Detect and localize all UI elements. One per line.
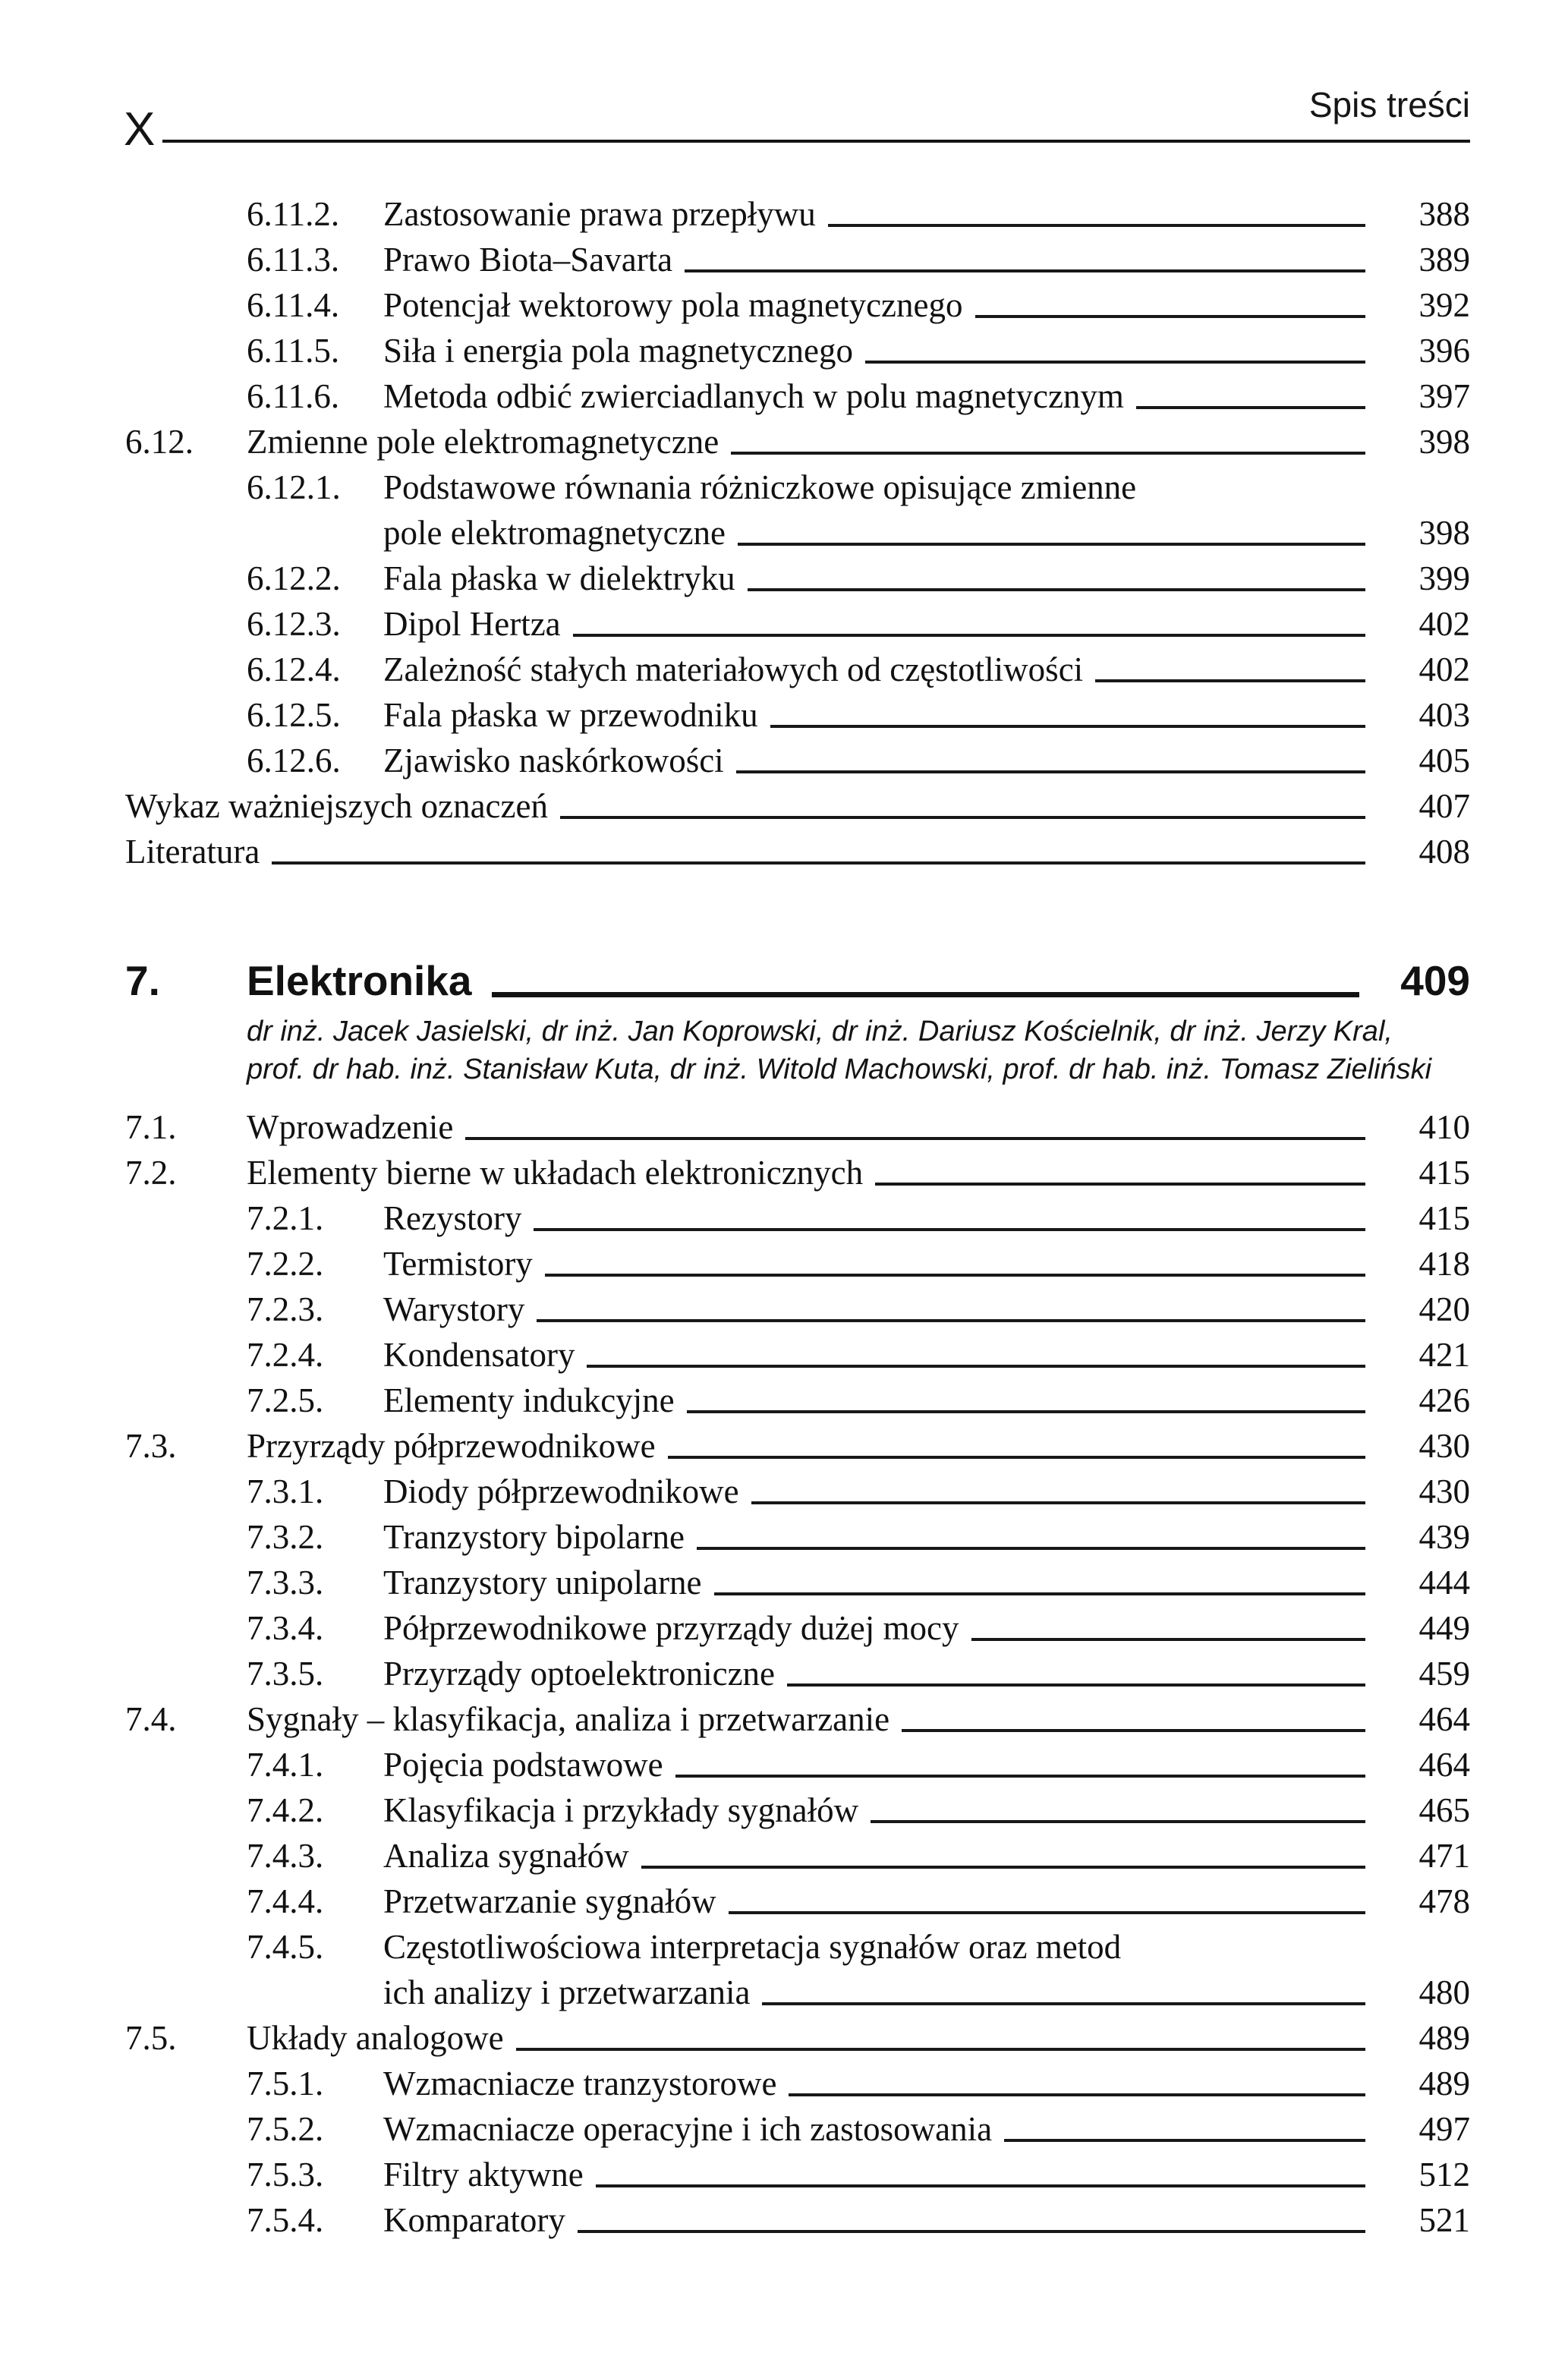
toc-row — [125, 2015, 1470, 2061]
toc-entry-title: Wzmacniacze operacyjne i ich zastosowania — [383, 2110, 993, 2148]
toc-row — [125, 2106, 1470, 2152]
toc-entry-number: 7.5. — [125, 2019, 177, 2057]
toc-leader-line — [865, 361, 1365, 364]
toc-row — [125, 1514, 1470, 1560]
header-rule — [162, 140, 1470, 143]
toc-leader-line — [697, 1547, 1365, 1550]
toc-entry-page: 426 — [1418, 1381, 1470, 1419]
toc-leader-line — [1136, 406, 1365, 409]
toc-row — [125, 829, 1470, 874]
toc-entry-page: 459 — [1418, 1655, 1470, 1693]
toc-entry-number: 7.4.1. — [247, 1746, 324, 1784]
toc-entry-page: 430 — [1418, 1472, 1470, 1510]
toc-entry-page: 415 — [1418, 1199, 1470, 1237]
toc-entry-page: 402 — [1418, 650, 1470, 688]
toc-row — [125, 237, 1470, 282]
toc-entry-title: Prawo Biota–Savarta — [383, 241, 673, 279]
toc-row — [125, 738, 1470, 783]
toc-entry-number: 6.11.4. — [247, 286, 340, 324]
toc-row — [125, 419, 1470, 465]
toc-leader-line — [1095, 679, 1365, 682]
toc-entry-number: 6.11.5. — [247, 332, 340, 370]
toc-entry-title: Fala płaska w przewodniku — [383, 696, 758, 734]
toc-entry-page: 465 — [1418, 1791, 1470, 1829]
toc-entry-title: Pojęcia podstawowe — [383, 1746, 663, 1784]
toc-entry-number: 6.11.2. — [247, 195, 340, 233]
toc-leader-line — [971, 1638, 1366, 1641]
toc-entry-page: 399 — [1418, 559, 1470, 597]
toc-entry-number: 7.5.1. — [247, 2065, 324, 2102]
toc-entry-number: 6.12.4. — [247, 650, 341, 688]
toc-leader-line — [731, 452, 1365, 455]
toc-row — [125, 647, 1470, 692]
toc-row — [125, 282, 1470, 328]
chapter-authors — [247, 1013, 1470, 1088]
toc-entry-title: Klasyfikacja i przykłady sygnałów — [383, 1791, 859, 1829]
toc-leader-line — [871, 1820, 1365, 1823]
toc-entry-page: 444 — [1418, 1564, 1470, 1602]
toc-entry-number: 7.4. — [125, 1700, 177, 1738]
toc-entry-title: Tranzystory bipolarne — [383, 1518, 685, 1556]
toc-entry-page: 398 — [1418, 423, 1470, 461]
toc-entry-title: Półprzewodnikowe przyrządy dużej mocy — [383, 1609, 959, 1647]
toc-entry-page: 478 — [1418, 1882, 1470, 1920]
toc-row — [125, 1332, 1470, 1378]
toc-entry-page: 471 — [1418, 1837, 1470, 1875]
toc-entry-title: Literatura — [125, 833, 260, 871]
toc-leader-line — [751, 1501, 1365, 1504]
toc-leader-line — [537, 1319, 1365, 1322]
toc-entry-number: 7.1. — [125, 1108, 177, 1146]
toc-entry-number: 6.12.1. — [247, 468, 341, 506]
toc-entry-title: Zjawisko naskórkowości — [383, 742, 724, 780]
toc-leader-line — [729, 1911, 1365, 1914]
toc-entry-number: 7.5.4. — [247, 2201, 324, 2239]
toc-entry-number: 7.3.3. — [247, 1564, 324, 1602]
toc-leader-line — [736, 770, 1365, 773]
toc-leader-line — [762, 2002, 1365, 2005]
toc-row — [125, 692, 1470, 738]
toc-entry-number: 7.2.1. — [247, 1199, 324, 1237]
toc-entry-number: 7.3. — [125, 1427, 177, 1465]
toc-entry-page: 420 — [1418, 1290, 1470, 1328]
toc-row — [125, 1195, 1470, 1241]
toc-leader-line — [789, 2093, 1365, 2096]
toc-row — [125, 373, 1470, 419]
toc-row — [125, 1833, 1470, 1879]
toc-entry-number: 6.12.5. — [247, 696, 341, 734]
toc-entry-page: 398 — [1418, 514, 1470, 552]
toc-entry-page: 389 — [1418, 241, 1470, 279]
toc-row — [125, 1469, 1470, 1514]
toc-row — [125, 1696, 1470, 1742]
toc-leader-line — [685, 269, 1365, 272]
toc-entry-page: 388 — [1418, 195, 1470, 233]
toc-row — [125, 1104, 1470, 1150]
toc-entry-page: 421 — [1418, 1336, 1470, 1374]
toc-entry-page: 402 — [1418, 605, 1470, 643]
toc-leader-line — [714, 1592, 1365, 1595]
toc-entry-page: 397 — [1418, 377, 1470, 415]
toc-entry-page: 449 — [1418, 1609, 1470, 1647]
toc-entry-number: 6.12.3. — [247, 605, 341, 643]
toc-row — [125, 328, 1470, 373]
toc-entry-number: 6.12.2. — [247, 559, 341, 597]
toc-entry-title: Warystory — [383, 1290, 525, 1328]
toc-entry-title: Przyrządy optoelektroniczne — [383, 1655, 776, 1693]
toc-entry-title: Elementy bierne w układach elektronicznych — [247, 1154, 864, 1192]
toc-entry-page: 396 — [1418, 332, 1470, 370]
toc-entry-title: Dipol Hertza — [383, 605, 561, 643]
toc-entry-title: Wzmacniacze tranzystorowe — [383, 2065, 777, 2102]
toc-entry-title: Diody półprzewodnikowe — [383, 1472, 739, 1510]
toc-entry-number: 7.2.5. — [247, 1381, 324, 1419]
toc-entry-page: 405 — [1418, 742, 1470, 780]
toc-entry-title: Przyrządy półprzewodnikowe — [247, 1427, 656, 1465]
toc-entry-title: Zastosowanie prawa przepływu — [383, 195, 816, 233]
toc-entry-page: 489 — [1418, 2065, 1470, 2102]
toc-leader-line — [465, 1137, 1365, 1140]
chapter-title: Elektronika — [247, 957, 472, 1004]
toc-row — [125, 783, 1470, 829]
toc-entry-number: 6.11.6. — [247, 377, 340, 415]
toc-section-chapter7 — [125, 1104, 1470, 2243]
toc-leader-line — [875, 1183, 1365, 1186]
toc-entry-title: Komparatory — [383, 2201, 565, 2239]
toc-entry-title: Elementy indukcyjne — [383, 1381, 675, 1419]
toc-entry-number: 7.3.4. — [247, 1609, 324, 1647]
toc-leader-line — [828, 224, 1365, 227]
toc-leader-line — [975, 315, 1365, 318]
toc-row — [125, 1150, 1470, 1195]
contents-header-title: Spis treści — [1308, 85, 1470, 124]
chapter-heading — [125, 953, 1470, 1008]
toc-row — [125, 1879, 1470, 1924]
toc-entry-number: 7.5.2. — [247, 2110, 324, 2148]
toc-leader-line — [578, 2230, 1365, 2233]
toc-row — [125, 1651, 1470, 1696]
toc-entry-title: Kondensatory — [383, 1336, 575, 1374]
toc-entry-title: Analiza sygnałów — [383, 1837, 629, 1875]
toc-entry-title: Wykaz ważniejszych oznaczeń — [125, 787, 548, 825]
toc-entry-title: Fala płaska w dielektryku — [383, 559, 735, 597]
toc-entry-title: Termistory — [383, 1245, 533, 1283]
toc-entry-title: Potencjał wektorowy pola magnetycznego — [383, 286, 963, 324]
toc-leader-line — [516, 2048, 1365, 2051]
toc-entry-title: Siła i energia pola magnetycznego — [383, 332, 853, 370]
toc-entry-number: 7.2.3. — [247, 1290, 324, 1328]
toc-leader-line — [534, 1228, 1365, 1231]
toc-leader-line — [668, 1456, 1365, 1459]
toc-entry-page: 418 — [1418, 1245, 1470, 1283]
toc-row — [125, 1924, 1470, 1970]
toc-row — [125, 510, 1470, 556]
toc-entry-page: 392 — [1418, 286, 1470, 324]
toc-entry-number: 6.11.3. — [247, 241, 340, 279]
toc-entry-title: Przetwarzanie sygnałów — [383, 1882, 716, 1920]
toc-leader-line — [748, 588, 1365, 591]
toc-leader-line — [272, 861, 1365, 865]
toc-entry-number: 7.4.2. — [247, 1791, 324, 1829]
toc-leader-line — [675, 1775, 1365, 1778]
toc-entry-page: 407 — [1418, 787, 1470, 825]
chapter-page: 409 — [1400, 957, 1470, 1004]
toc-entry-page: 464 — [1418, 1700, 1470, 1738]
toc-entry-title: Wprowadzenie — [247, 1108, 454, 1146]
toc-row — [125, 1241, 1470, 1287]
toc-entry-title: Częstotliwościowa interpretacja sygnałów oraz metod — [383, 1928, 1122, 1966]
toc-entry-title: Zmienne pole elektromagnetyczne — [247, 423, 719, 461]
toc-entry-title: ich analizy i przetwarzania — [383, 1973, 751, 2011]
chapter-number: 7. — [125, 957, 160, 1004]
toc-entry-title: Układy analogowe — [247, 2019, 504, 2057]
toc-entry-number: 7.2.2. — [247, 1245, 324, 1283]
chapter-leader-line — [492, 992, 1359, 997]
toc-entry-title: Rezystory — [383, 1199, 522, 1237]
toc-row — [125, 2061, 1470, 2106]
toc-entry-page: 512 — [1418, 2156, 1470, 2194]
toc-entry-page: 439 — [1418, 1518, 1470, 1556]
toc-entry-page: 415 — [1418, 1154, 1470, 1192]
toc-leader-line — [560, 816, 1365, 819]
toc-entry-page: 480 — [1418, 1973, 1470, 2011]
toc-row — [125, 1287, 1470, 1332]
page-number-marker: X — [124, 103, 156, 156]
toc-entry-number: 7.3.5. — [247, 1655, 324, 1693]
toc-leader-line — [573, 634, 1365, 637]
toc-entry-page: 430 — [1418, 1427, 1470, 1465]
toc-entry-page: 464 — [1418, 1746, 1470, 1784]
toc-row — [125, 1742, 1470, 1787]
toc-leader-line — [902, 1729, 1365, 1732]
toc-row — [125, 601, 1470, 647]
toc-entry-title: pole elektromagnetyczne — [383, 514, 726, 552]
toc-leader-line — [587, 1365, 1365, 1368]
toc-entry-title: Tranzystory unipolarne — [383, 1564, 702, 1602]
toc-leader-line — [787, 1683, 1365, 1687]
toc-entry-page: 521 — [1418, 2201, 1470, 2239]
toc-row — [125, 2152, 1470, 2197]
toc-leader-line — [770, 725, 1365, 728]
toc-row — [125, 1787, 1470, 1833]
toc-section-chapter6 — [125, 191, 1470, 874]
toc-row — [125, 1970, 1470, 2015]
toc-row — [125, 556, 1470, 601]
toc-row — [125, 465, 1470, 510]
author-line: dr inż. Jacek Jasielski, dr inż. Jan Koprowski, dr inż. Dariusz Kościelnik, dr inż. Jerzy Kral, — [247, 1016, 1393, 1047]
toc-entry-number: 6.12.6. — [247, 742, 341, 780]
toc-row — [125, 1560, 1470, 1605]
toc-row — [125, 1423, 1470, 1469]
author-line: prof. dr hab. inż. Stanisław Kuta, dr inż. Witold Machowski, prof. dr hab. inż. Tomasz Zieliński — [247, 1054, 1432, 1085]
toc-entry-number: 7.4.4. — [247, 1882, 324, 1920]
toc-entry-page: 489 — [1418, 2019, 1470, 2057]
toc-leader-line — [687, 1410, 1365, 1413]
toc-row — [125, 1378, 1470, 1423]
toc-entry-number: 7.5.3. — [247, 2156, 324, 2194]
toc-entry-title: Podstawowe równania różniczkowe opisujące zmienne — [383, 468, 1137, 506]
toc-entry-title: Zależność stałych materiałowych od częstotliwości — [383, 650, 1084, 688]
toc-leader-line — [1004, 2139, 1365, 2142]
toc-leader-line — [641, 1866, 1365, 1869]
toc-entry-number: 7.3.2. — [247, 1518, 324, 1556]
toc-row — [125, 1605, 1470, 1651]
toc-entry-title: Filtry aktywne — [383, 2156, 584, 2194]
toc-leader-line — [596, 2184, 1365, 2187]
toc-entry-number: 7.2.4. — [247, 1336, 324, 1374]
toc-entry-page: 497 — [1418, 2110, 1470, 2148]
toc-entry-number: 7.3.1. — [247, 1472, 324, 1510]
toc-entry-title: Sygnały – klasyfikacja, analiza i przetwarzanie — [247, 1700, 890, 1738]
toc-entry-page: 410 — [1418, 1108, 1470, 1146]
toc-row — [125, 191, 1470, 237]
toc-entry-title: Metoda odbić zwierciadlanych w polu magnetycznym — [383, 377, 1124, 415]
toc-leader-line — [545, 1274, 1365, 1277]
toc-entry-page: 403 — [1418, 696, 1470, 734]
toc-entry-number: 6.12. — [125, 423, 194, 461]
toc-entry-number: 7.4.3. — [247, 1837, 324, 1875]
toc-row — [125, 2197, 1470, 2243]
toc-entry-number: 7.4.5. — [247, 1928, 324, 1966]
toc-entry-number: 7.2. — [125, 1154, 177, 1192]
toc-entry-page: 408 — [1418, 833, 1470, 871]
toc-leader-line — [738, 543, 1365, 546]
